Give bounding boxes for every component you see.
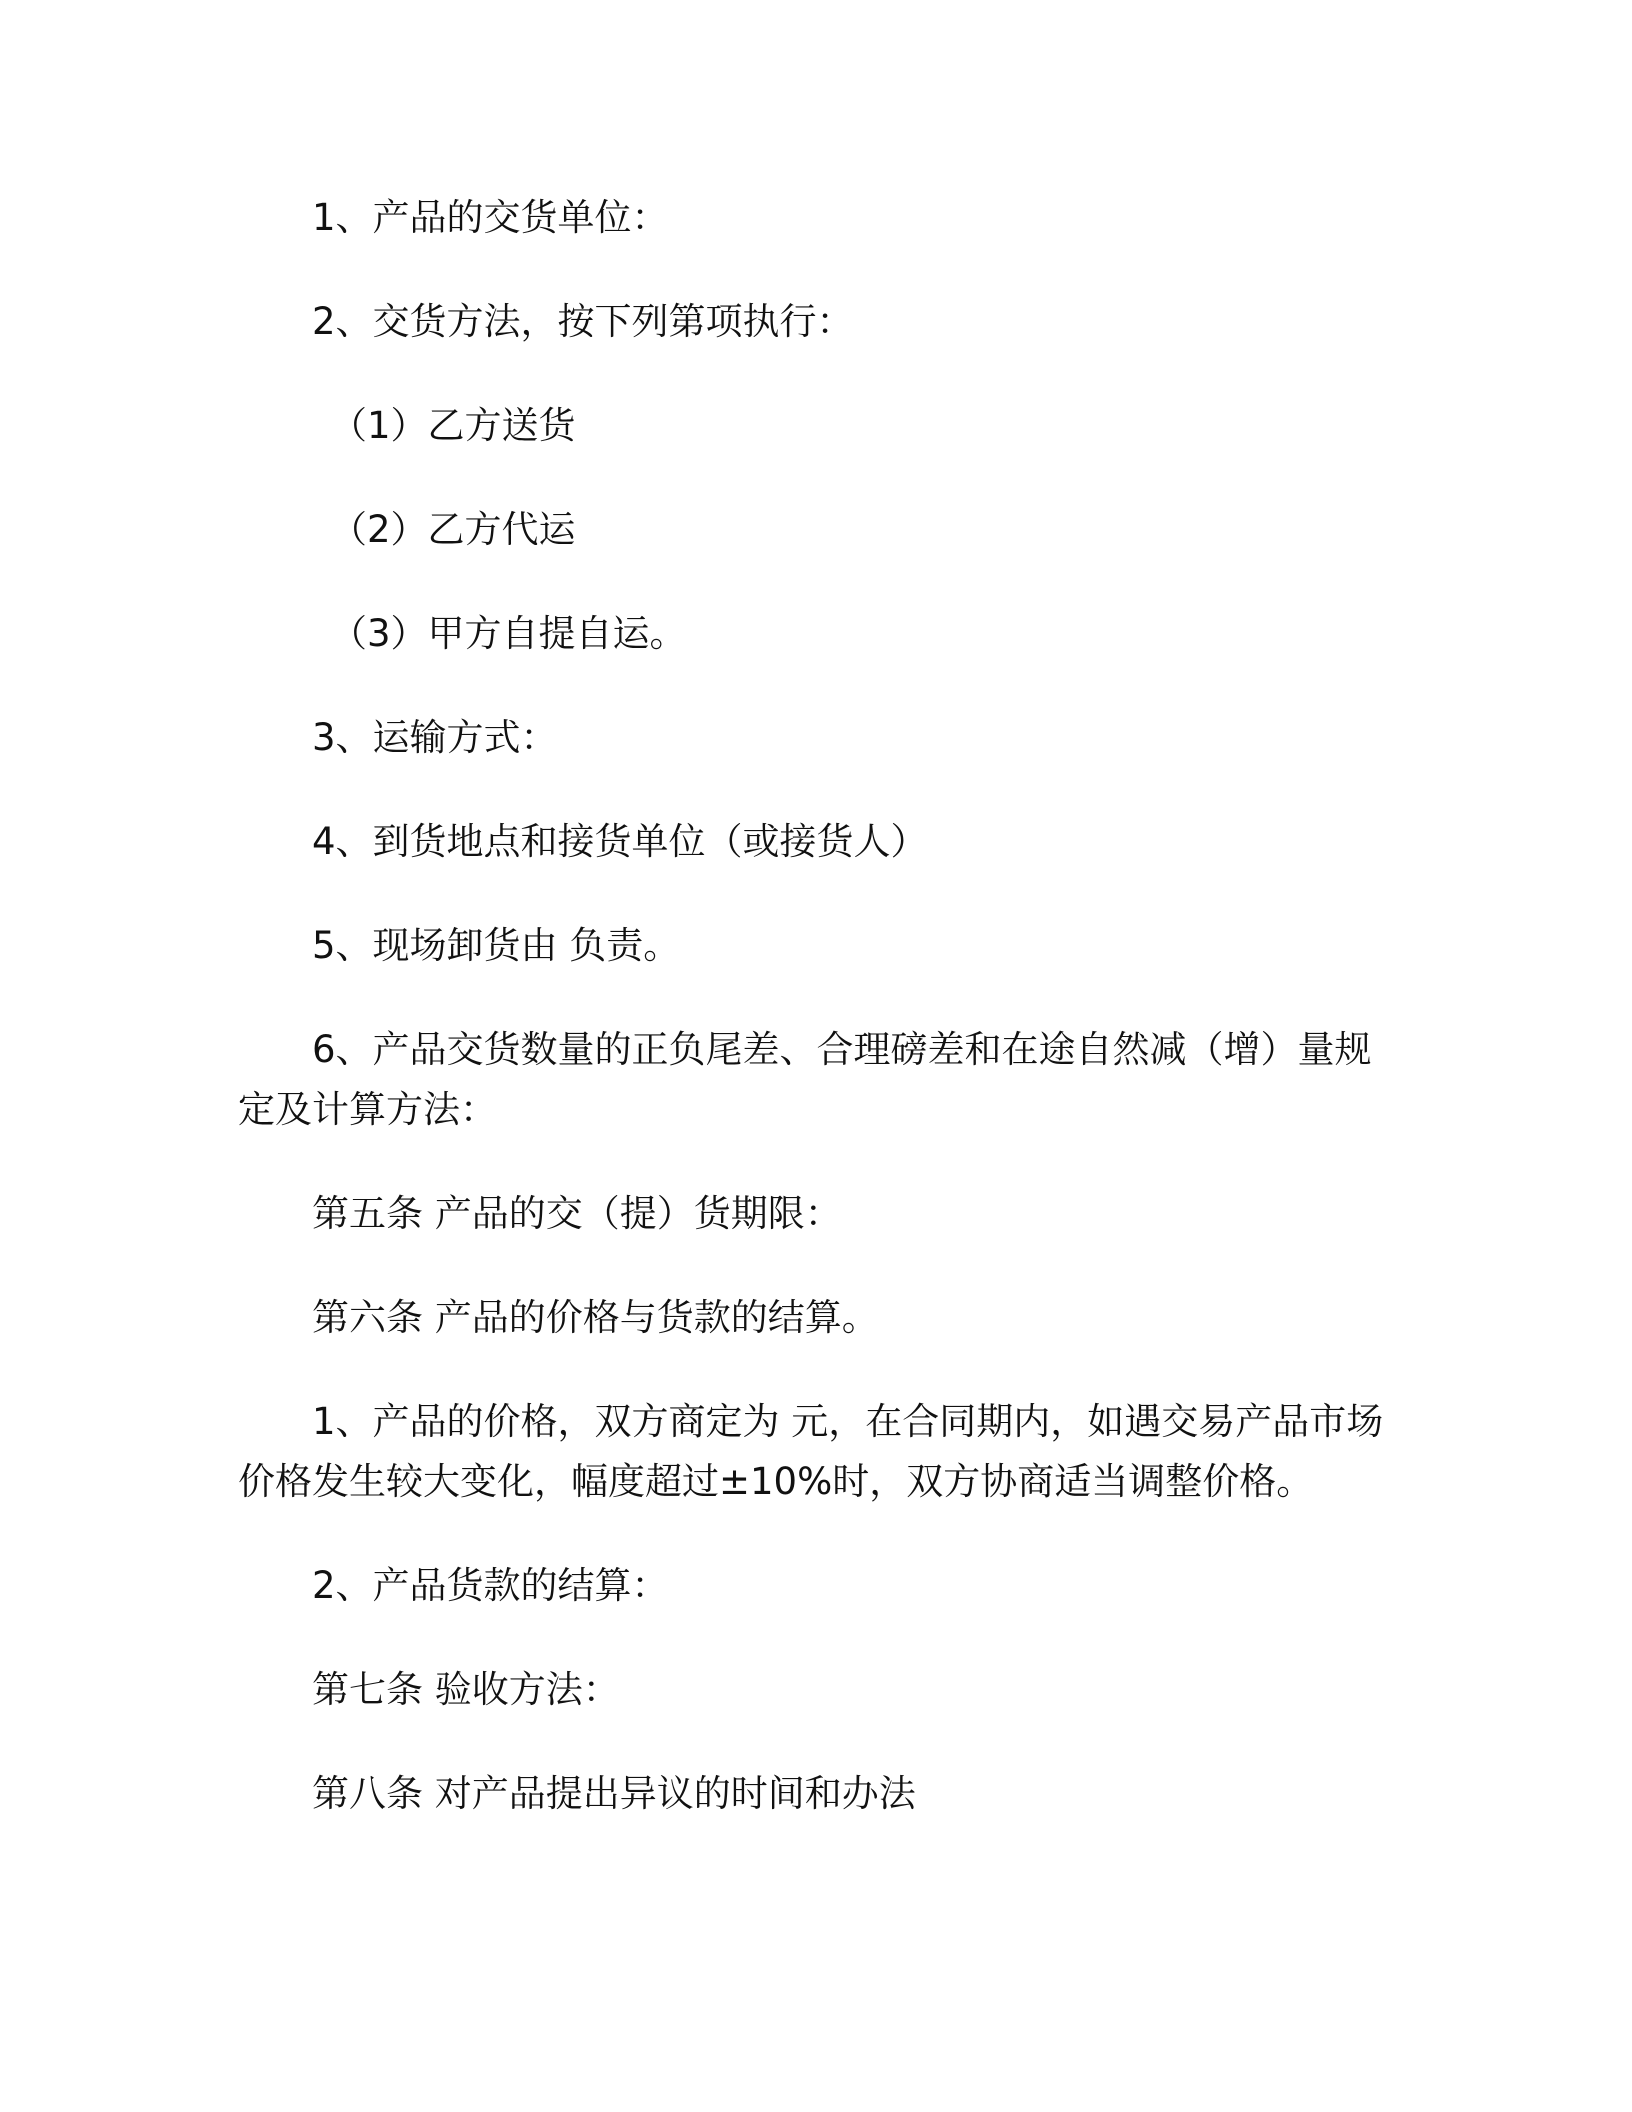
paragraph-article-6: 第六条 产品的价格与货款的结算。 xyxy=(312,1296,879,1339)
paragraph-option-3: （3）甲方自提自运。 xyxy=(330,612,687,655)
paragraph-quantity-tolerance: 6、产品交货数量的正负尾差、合理磅差和在途自然减（增）量规定及计算方法： xyxy=(238,1028,1372,1131)
paragraph-transport-mode: 3、运输方式： xyxy=(312,716,558,759)
document-body xyxy=(238,188,1398,1868)
paragraph-option-2: （2）乙方代运 xyxy=(330,508,576,551)
paragraph-delivery-method: 2、交货方法，按下列第项执行： xyxy=(312,300,854,343)
paragraph-unloading: 5、现场卸货由 负责。 xyxy=(312,924,681,967)
paragraph-delivery-unit: 1、产品的交货单位： xyxy=(312,196,669,239)
paragraph-arrival-location: 4、到货地点和接货单位（或接货人） xyxy=(312,820,928,863)
paragraph-settlement: 2、产品货款的结算： xyxy=(312,1564,669,1607)
paragraph-price: 1、产品的价格，双方商定为 元，在合同期内，如遇交易产品市场价格发生较大变化，幅度超过±10%时，双方协商适当调整价格。 xyxy=(238,1400,1384,1503)
paragraph-article-7: 第七条 验收方法： xyxy=(312,1668,620,1711)
paragraph-option-1: （1）乙方送货 xyxy=(330,404,576,447)
paragraph-article-5: 第五条 产品的交（提）货期限： xyxy=(312,1192,842,1235)
paragraph-article-8: 第八条 对产品提出异议的时间和办法 xyxy=(312,1772,916,1815)
